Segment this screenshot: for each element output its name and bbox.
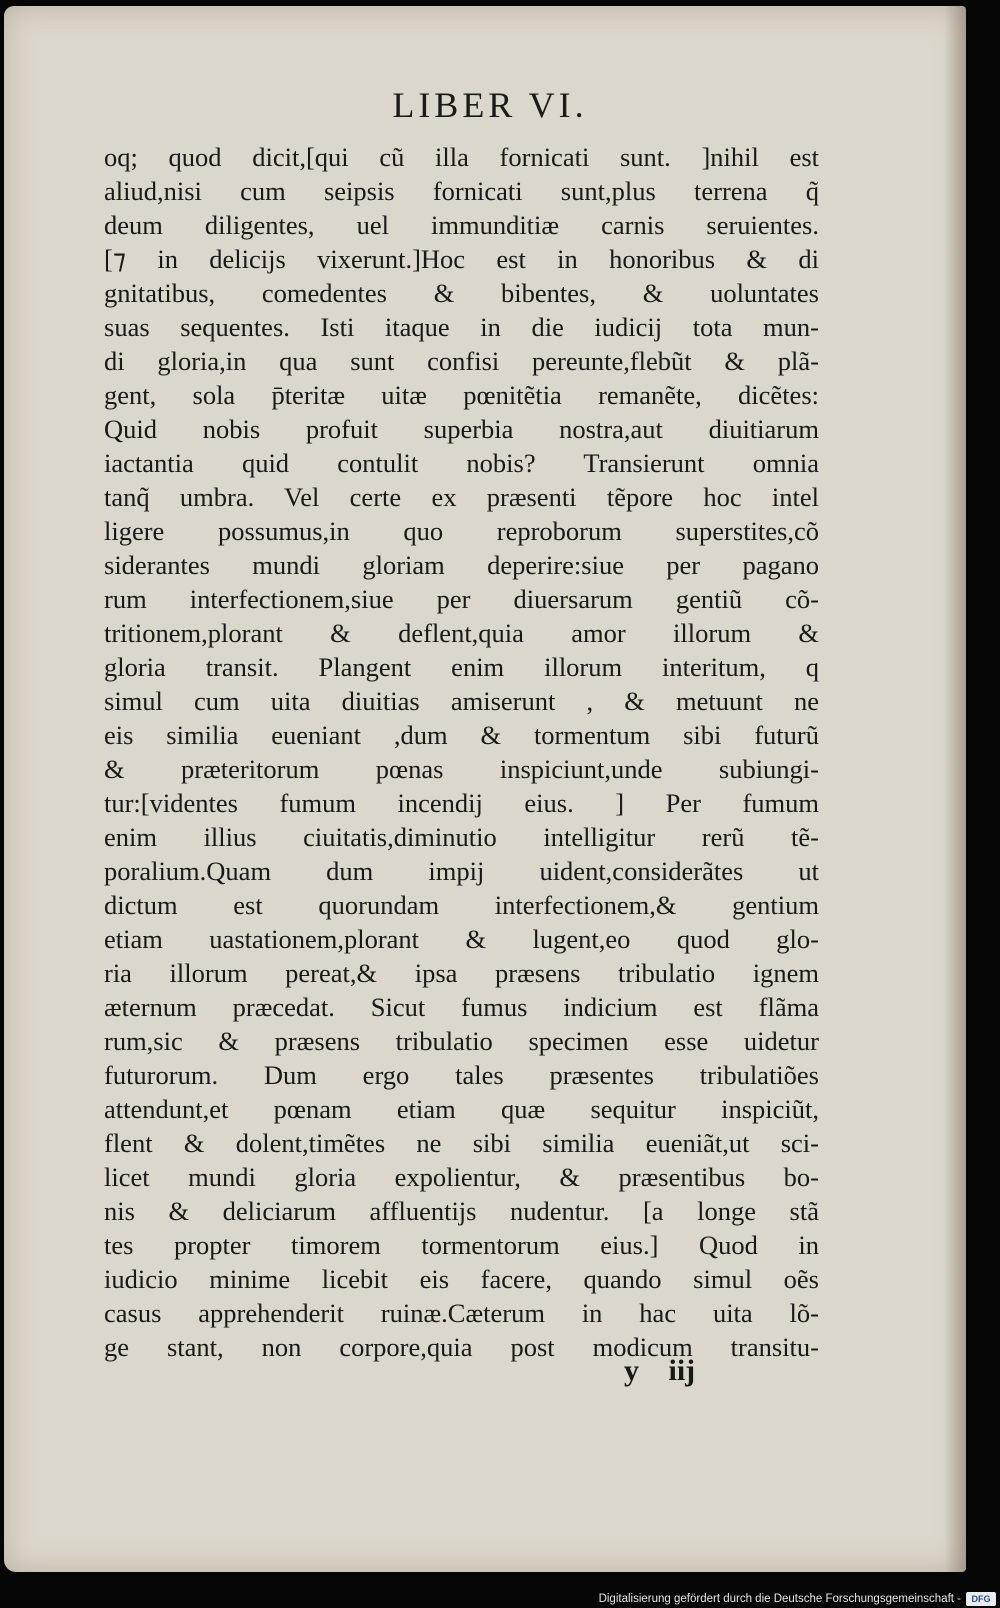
text-line: tur:[videntes fumum incendij eius. ] Per fumum [104,788,819,818]
text-line: etiam uastationem,plorant & lugent,eo quod glo- [104,924,819,954]
text-line: gloria transit. Plangent enim illorum interitum, q [104,652,819,682]
text-line: tes propter timorem tormentorum eius.] Quod in [104,1230,819,1260]
text-line: æternum præcedat. Sicut fumus indicium est flãma [104,992,819,1022]
text-line: ligere possumus,in quo reproborum superstites,cõ [104,516,819,546]
text-line: casus apprehenderit ruinæ.Cæterum in hac uita lõ- [104,1298,819,1328]
text-block [104,140,819,1364]
text-line: simul cum uita diuitias amiserunt , & metuunt ne [104,686,819,716]
text-line: gnitatibus, comedentes & bibentes, & uoluntates [104,278,819,308]
text-line: suas sequentes. Isti itaque in die iudicij tota mun- [104,312,819,342]
text-line: ria illorum pereat,& ipsa præsens tribulatio ignem [104,958,819,988]
footer [599,1592,996,1606]
text-line: siderantes mundi gloriam deperire:siue per pagano [104,550,819,580]
running-head: LIBER VI. [392,85,588,125]
text-line: nis & deliciarum affluentijs nudentur. [a longe stã [104,1196,819,1226]
dfg-logo: DFG [966,1592,996,1606]
book-page [4,6,966,1572]
text-line: di gloria,in qua sunt confisi pereunte,flebũt & plã- [104,346,819,376]
text-line: gent, sola p̄teritæ uitæ pœnitẽtia remanẽte, dicẽtes: [104,380,819,410]
text-line: flent & dolent,timẽtes ne sibi similia eueniãt,ut sci- [104,1128,819,1158]
text-line: attendunt,et pœnam etiam quæ sequitur inspiciũt, [104,1094,819,1124]
text-line: deum diligentes, uel immunditiæ carnis seruientes. [104,210,819,240]
spine-shadow [944,6,966,1572]
text-line: & præteritorum pœnas inspiciunt,unde subiungi- [104,754,819,784]
text-line: rum,sic & præsens tribulatio specimen esse uidetur [104,1026,819,1056]
text-line: tanq̃ umbra. Vel certe ex præsenti tẽpore hoc intel [104,482,819,512]
text-line: enim illius ciuitatis,diminutio intelligitur rerũ tẽ- [104,822,819,852]
text-line: iactantia quid contulit nobis? Transierunt omnia [104,448,819,478]
text-line: [⁊ in delicijs vixerunt.]Hoc est in honoribus & di [104,244,819,274]
text-line: iudicio minime licebit eis facere, quando simul oẽs [104,1264,819,1294]
text-line: oq; quod dicit,[qui cũ illa fornicati sunt. ]nihil est [104,142,819,172]
text-line: aliud,nisi cum seipsis fornicati sunt,plus terrena q̃ [104,176,819,206]
text-line: rum interfectionem,siue per diuersarum gentiũ cõ- [104,584,819,614]
text-line: futurorum. Dum ergo tales præsentes tribulatiões [104,1060,819,1090]
footer-credit: Digitalisierung gefördert durch die Deutsche Forschungsgemeinschaft - [598,1593,961,1605]
text-line: ge stant, non corpore,quia post modicum transitu- [104,1332,819,1362]
text-line: licet mundi gloria expolientur, & præsentibus bo- [104,1162,819,1192]
text-line: Quid nobis profuit superbia nostra,aut diuitiarum [104,414,819,444]
text-line: dictum est quorundam interfectionem,& gentium [104,890,819,920]
signature-mark: y iij [624,1354,696,1387]
text-line: poralium.Quam dum impij uident,considerãtes ut [104,856,819,886]
text-line: eis similia eueniant ,dum & tormentum sibi futurũ [104,720,819,750]
text-line: tritionem,plorant & deflent,quia amor illorum & [104,618,819,648]
